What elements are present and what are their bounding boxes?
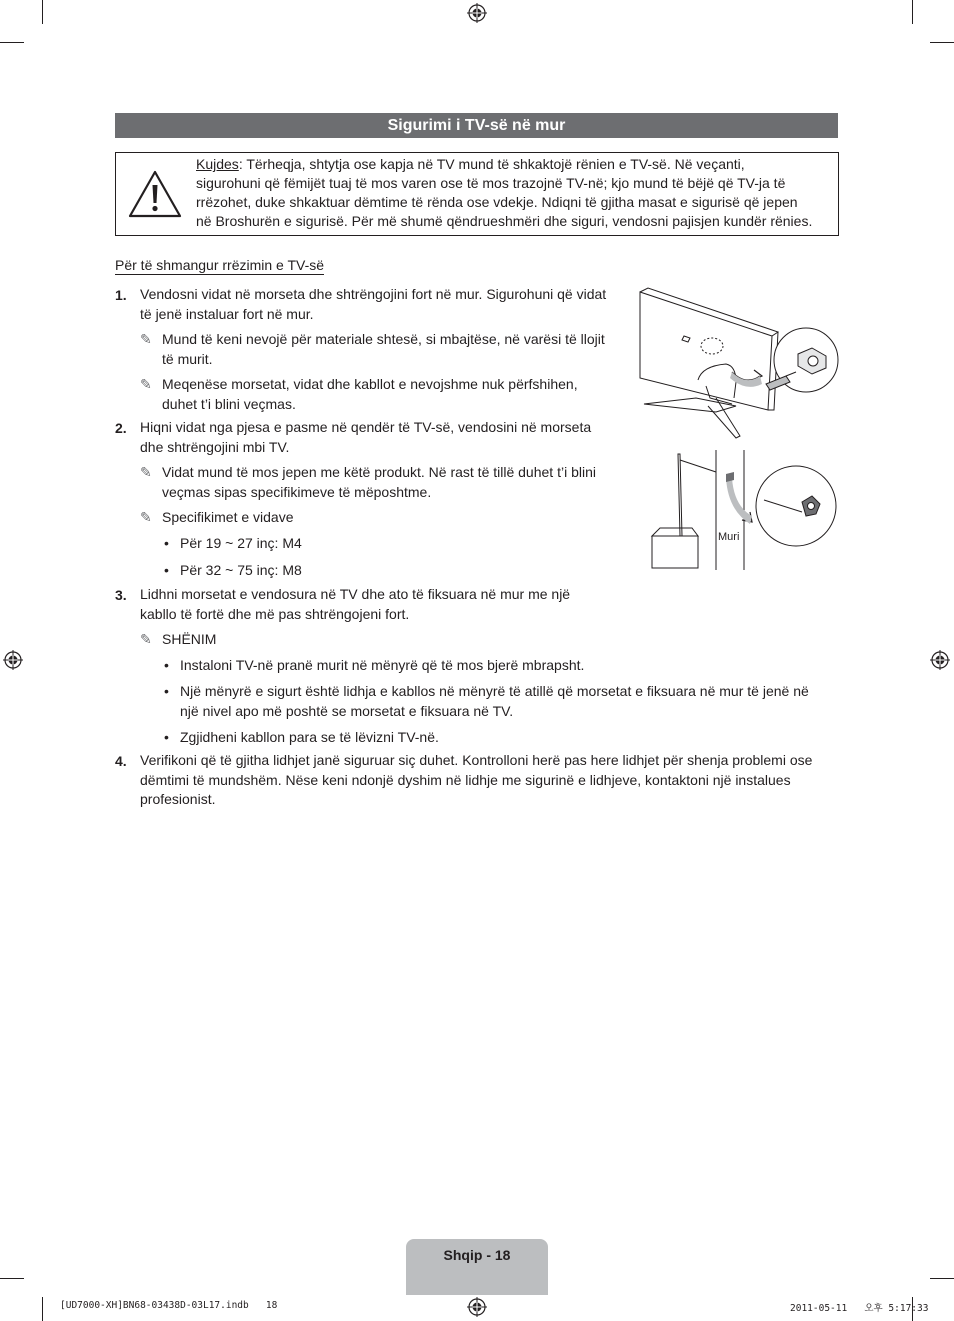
crop-mark [42, 1297, 43, 1321]
bullet-text: një nivel apo më poshtë se morsetat e fiksuara në TV. [180, 702, 514, 719]
step-line: dëmtimi të mundshëm. Nëse keni ndonjë dyshim në lidhje me sigurinë e lidhjeve, kontaktoni një instalues [140, 771, 791, 788]
print-file-info: [UD7000-XH]BN68-03438D-03L17.indb 18 [60, 1300, 278, 1311]
registration-mark-icon [467, 3, 487, 23]
step-number: 1. [115, 287, 127, 303]
step-line: profesionist. [140, 791, 216, 807]
note-line: Specifikimet e vidave [162, 509, 294, 525]
page-number: Shqip - 18 [443, 1247, 511, 1263]
caution-line: në Broshurën e sigurisë. Për më shumë qëndrueshmëri dhe siguri, vendosni pajisjen kundër rënies. [196, 213, 813, 229]
step-text [140, 585, 570, 624]
step-text [140, 751, 812, 810]
pencil-note-icon: ✎ [140, 509, 152, 525]
bullet-text: Zgjidheni kabllon para se të lëvizni TV-në. [180, 729, 439, 745]
print-date-info: 2011-05-11 오후 5:17:33 [790, 1303, 929, 1314]
bullet-item: • Për 19 ~ 27 inç: M4 [164, 534, 302, 554]
step-number: 2. [115, 420, 127, 436]
crop-mark [930, 1278, 954, 1279]
bullet-item: • Instaloni TV-në pranë murit në mënyrë që të mos bjerë mbrapsht. [164, 656, 584, 676]
crop-mark [0, 42, 24, 43]
note [140, 375, 578, 414]
note-line: duhet t’i blini veçmas. [162, 395, 296, 412]
bullet-item: • Për 32 ~ 75 inç: M8 [164, 561, 302, 581]
note [140, 630, 216, 650]
bullet-item: • Një mënyrë e sigurt është lidhja e kabllos në mënyrë të atillë që morsetat e fiksuara në mur të jenë në një nivel apo më poshtë se morsetat e fiksuara në TV. [164, 682, 809, 721]
section-title: Sigurimi i TV-së në mur [115, 113, 838, 138]
note-line: Meqenëse morsetat, vidat dhe kabllot e nevojshme nuk përfshihen, [162, 376, 578, 392]
step-line: të jenë instaluar fort në mur. [140, 305, 314, 322]
note-line: veçmas sipas specifikimeve të mëposhtme. [162, 483, 432, 500]
bullet-item: • Zgjidheni kabllon para se të lëvizni TV-në. [164, 728, 439, 748]
registration-mark-icon [930, 650, 950, 670]
step-line: Lidhni morsetat e vendosura në TV dhe ato të fiksuara në mur me një [140, 586, 571, 602]
step-text [140, 285, 606, 324]
note-line: Mund të keni nevojë për materiale shtesë, si mbajtëse, në varësi të llojit [162, 331, 605, 347]
step-text [140, 418, 591, 457]
step-line: dhe shtrëngojini mbi TV. [140, 438, 290, 455]
caution-box [115, 152, 839, 236]
registration-mark-icon [3, 650, 23, 670]
wall-label: Muri [718, 531, 740, 543]
crop-mark [912, 0, 913, 24]
pencil-note-icon: ✎ [140, 464, 152, 480]
pencil-note-icon: ✎ [140, 331, 152, 347]
note [140, 508, 294, 528]
tv-wall-cable-illustration [646, 450, 842, 570]
caution-line: rrëzohet, duke shkaktuar dëmtime të rënda ose vdekje. Ndiqni të gjitha masat e sigurisë që jepen [196, 194, 798, 210]
warning-triangle-icon [127, 169, 183, 219]
crop-mark [0, 1278, 24, 1279]
note-line: SHËNIM [162, 631, 217, 647]
bullet-text: Për 32 ~ 75 inç: M8 [180, 562, 302, 578]
step-number: 4. [115, 753, 127, 769]
crop-mark [930, 42, 954, 43]
caution-line: sigurohuni që fëmijët tuaj të mos varen ose të mos trazojnë TV-në; kjo mund të bëjë që TV-ja të [196, 175, 786, 191]
step-line: Hiqni vidat nga pjesa e pasme në qendër të TV-së, vendosini në morseta [140, 419, 592, 435]
page-number-tab [406, 1239, 548, 1295]
note-line: të murit. [162, 350, 213, 367]
step-line: Vendosni vidat në morseta dhe shtrëngojini fort në mur. Sigurohuni që vidat [140, 286, 607, 302]
step-line: kabllo të fortë dhe më pas shtrëngojeni fort. [140, 605, 410, 622]
step-number: 3. [115, 587, 127, 603]
step-line: Verifikoni që të gjitha lidhjet janë siguruar siç duhet. Kontrolloni herë pas here lidhjet për shenja problemi ose [140, 752, 813, 768]
bullet-text: Për 19 ~ 27 inç: M4 [180, 535, 302, 551]
note [140, 330, 605, 369]
pencil-note-icon: ✎ [140, 631, 152, 647]
caution-line: : Tërheqja, shtytja ose kapja në TV mund të shkaktojë rënien e TV-së. Në veçanti, [238, 156, 745, 172]
crop-mark [42, 0, 43, 24]
registration-mark-icon [467, 1297, 487, 1317]
caution-label: Kujdes [196, 156, 239, 172]
subheading: Për të shmangur rrëzimin e TV-së [115, 257, 325, 273]
note [140, 463, 596, 502]
bullet-text: Një mënyrë e sigurt është lidhja e kabllos në mënyrë të atillë që morsetat e fiksuara në mur të jenë në [180, 683, 809, 699]
bullet-text: Instaloni TV-në pranë murit në mënyrë që të mos bjerë mbrapsht. [180, 657, 585, 673]
pencil-note-icon: ✎ [140, 376, 152, 392]
note-line: Vidat mund të mos jepen me këtë produkt. Në rast të tillë duhet t’i blini [162, 464, 596, 480]
caution-text [196, 155, 836, 231]
tv-bracket-illustration [636, 286, 840, 442]
